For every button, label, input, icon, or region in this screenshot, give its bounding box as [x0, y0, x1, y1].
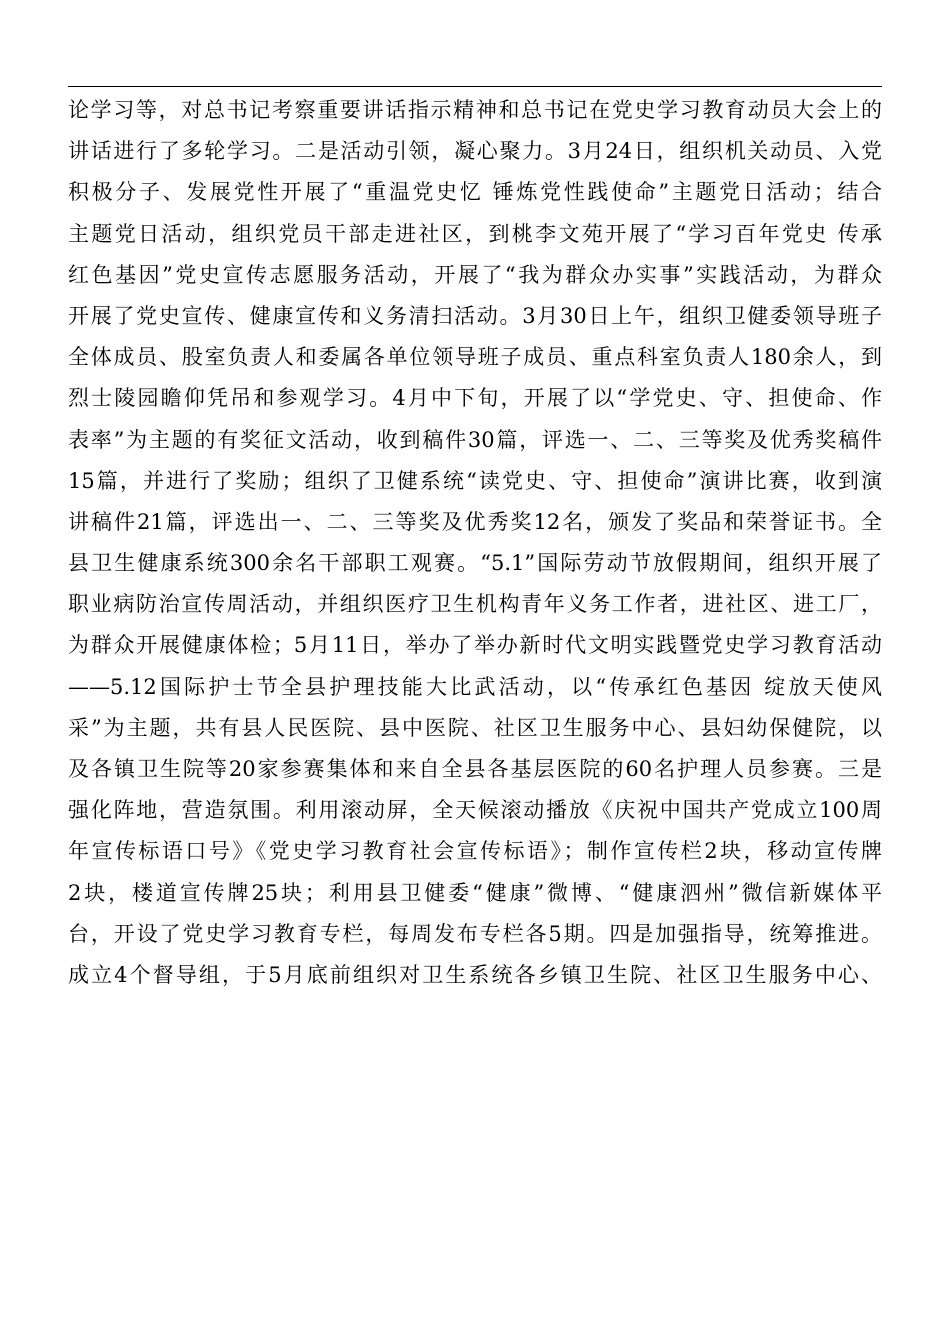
text-line: ——5.12国际护士节全县护理技能大比武活动，以“传承红色基因 绽放天使风: [68, 674, 882, 699]
text-line: 为群众开展健康体检；5月11日，举办了举办新时代文明实践暨党史学习教育活动: [68, 633, 882, 658]
text-line: 年宣传标语口号》《党史学习教育社会宣传标语》；制作宣传栏2块，移动宣传牌: [68, 839, 882, 864]
text-line: 采”为主题，共有县人民医院、县中医院、社区卫生服务中心、县妇幼保健院，以: [68, 715, 882, 740]
text-line: 15篇，并进行了奖励；组织了卫健系统“读党史、守、担使命”演讲比赛，收到演: [68, 468, 882, 493]
text-line: 强化阵地，营造氛围。利用滚动屏，全天候滚动播放《庆祝中国共产党成立100周: [68, 798, 882, 823]
text-line: 全体成员、股室负责人和委属各单位领导班子成员、重点科室负责人180余人，到: [68, 345, 882, 370]
text-line: 讲稿件21篇，评选出一、二、三等奖及优秀奖12名，颁发了奖品和荣誉证书。全: [68, 509, 882, 534]
text-line: 成立4个督导组，于5月底前组织对卫生系统各乡镇卫生院、社区卫生服务中心、: [68, 962, 882, 987]
text-line: 及各镇卫生院等20家参赛集体和来自全县各基层医院的60名护理人员参赛。三是: [68, 757, 882, 781]
text-line: 论学习等，对总书记考察重要讲话指示精神和总书记在党史学习教育动员大会上的: [68, 98, 882, 122]
text-line: 红色基因”党史宣传志愿服务活动，开展了“我为群众办实事”实践活动，为群众: [68, 262, 882, 287]
text-line: 2块，楼道宣传牌25块；利用县卫健委“健康”微博、“健康泗州”微信新媒体平: [68, 880, 882, 905]
text-line: 积极分子、发展党性开展了“重温党史忆 锤炼党性践使命”主题党日活动；结合: [68, 180, 882, 205]
text-line: 讲话进行了多轮学习。二是活动引领，凝心聚力。3月24日，组织机关动员、入党: [68, 139, 882, 164]
text-line: 职业病防治宣传周活动，并组织医疗卫生机构青年义务工作者，进社区、进工厂，: [68, 592, 882, 617]
text-line: 主题党日活动，组织党员干部走进社区，到桃李文苑开展了“学习百年党史 传承: [68, 221, 882, 246]
text-line: 表率”为主题的有奖征文活动，收到稿件30篇，评选一、二、三等奖及优秀奖稿件: [68, 427, 882, 452]
header-rule: [68, 86, 882, 87]
text-line: 烈士陵园瞻仰凭吊和参观学习。4月中下旬，开展了以“学党史、守、担使命、作: [68, 386, 882, 411]
text-line: 开展了党史宣传、健康宣传和义务清扫活动。3月30日上午，组织卫健委领导班子: [68, 303, 882, 328]
body-text: [68, 90, 882, 996]
text-line: 县卫生健康系统300余名干部职工观赛。“5.1”国际劳动节放假期间，组织开展了: [68, 551, 882, 576]
text-line: 台，开设了党史学习教育专栏，每周发布专栏各5期。四是加强指导，统筹推进。: [68, 921, 882, 946]
